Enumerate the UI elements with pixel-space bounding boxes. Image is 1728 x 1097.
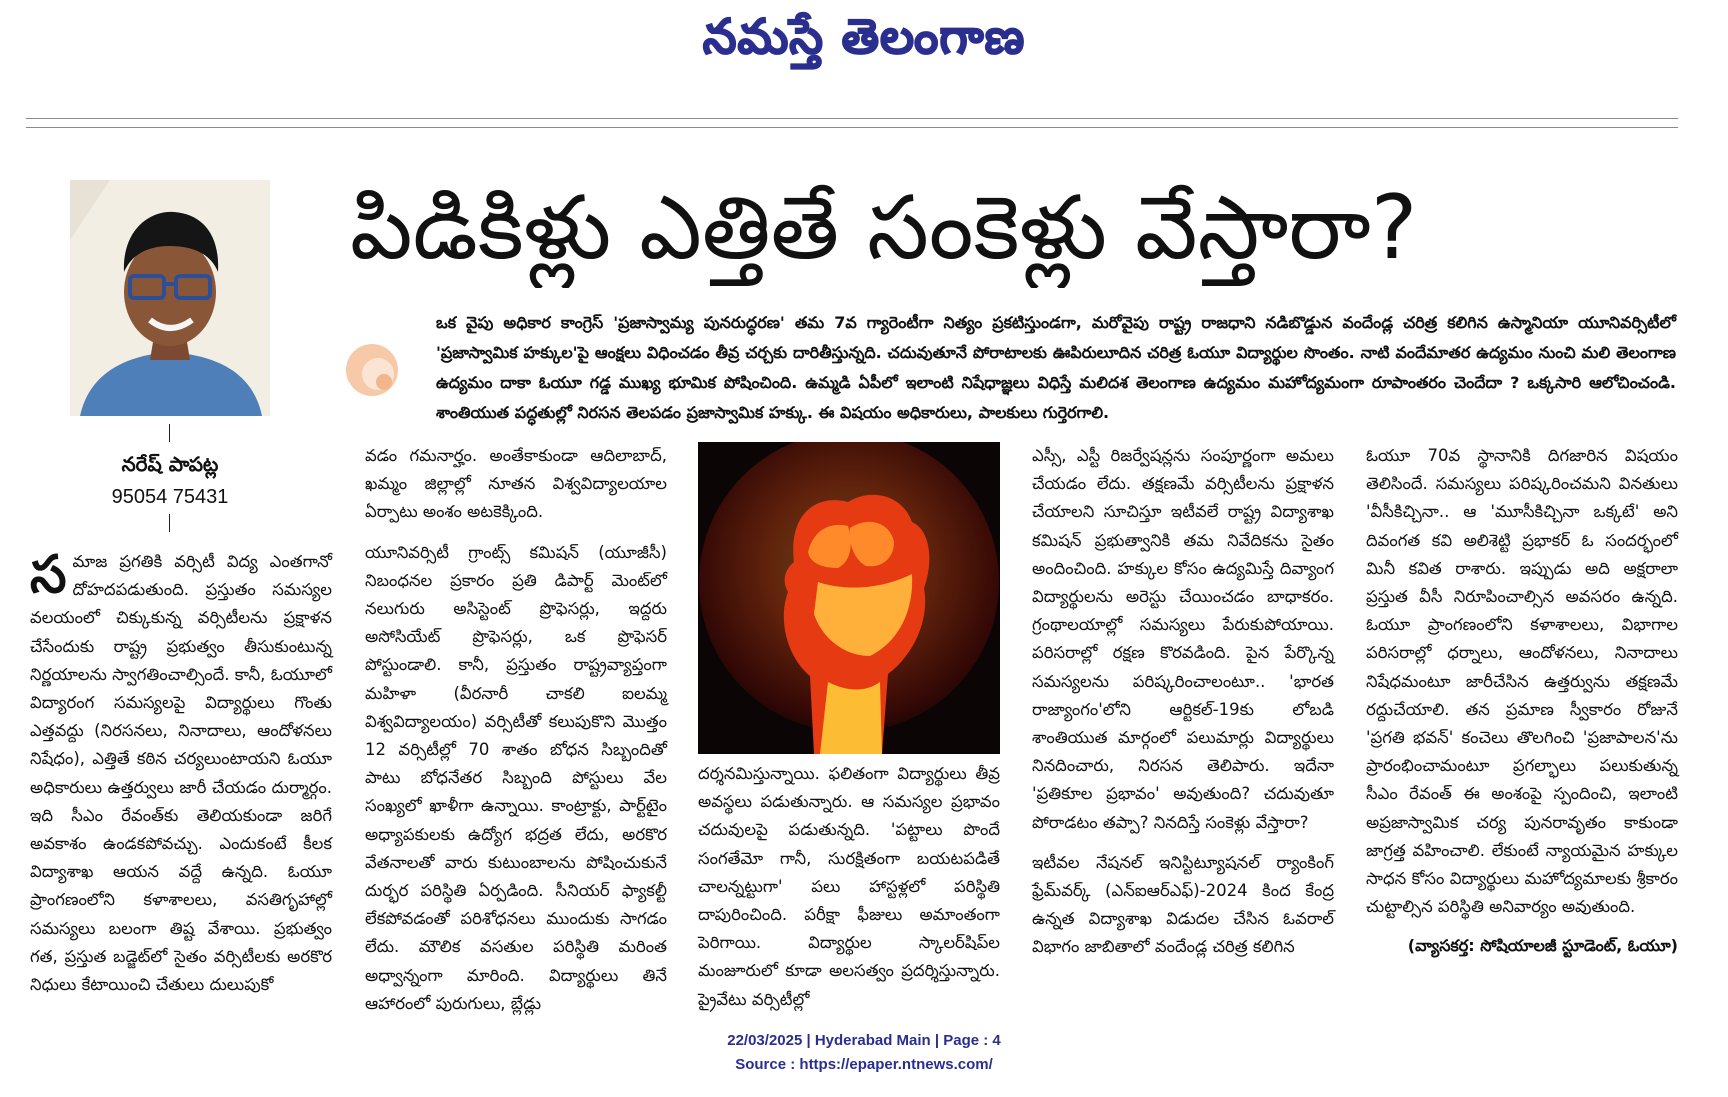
author-photo — [70, 180, 270, 416]
column-4-paragraph-2: ఇటీవల నేషనల్ ఇనిస్టిట్యూషనల్ ర్యాంకింగ్ ఫ్రేమ్‌వర్క్ (ఎన్ఐఆర్ఎఫ్)-2024 కింద కేంద్ర ఉన్నత విద్యాశాఖ విడుదల చేసిన ఓవరాల్ విభాగం జాబితాలో వందేండ్ల చరిత్ర కలిగిన — [1032, 852, 1334, 957]
raised-fist-image — [698, 442, 1000, 754]
footer-date-edition: 22/03/2025 | Hyderabad Main | Page : 4 — [727, 1032, 1001, 1049]
column-5-text: ఓయూ 70వ స్థానానికి దిగజారిన విషయం తెలిసిందే. సమస్యలు పరిష్కరించమని వినతులు 'వీసీకిచ్చినా.. ఆ 'మూసీకిచ్చినా ఒక్కటే' అని దివంగత కవి అలిశెట్టి ప్రభాకర్ ఓ సందర్భంలో మినీ కవిత రాశారు. ఇప్పుడు అది అక్షరాలా ప్రస్తుత వీసీ నిరూపించాల్సిన అవసరం ఉన్నది. ఓయూ ప్రాంగణంలోని కళాశాలలు, విభాగాల పరిసరాల్లో ధర్నాలు, ఆందోళనలు, నినాదాలు నిషేధమంటూ జారీచేసిన ఉత్తర్వును తక్షణమే రద్దుచేయాలి. తన ప్రమాణ స్వీకారం రోజునే 'ప్రగతి భవన్' కంచెలు తొలగించి 'ప్రజాపాలన'ను ప్రారంభించామంటూ ప్రగల్భాలు పలుకుతున్న సీఎం రేవంత్ ఈ అంశంపై స్పందించి, ఇలాంటి అప్రజాస్వామిక చర్య పునరావృతం కాకుండా జాగ్రత్త వహించాలి. లేకుంటే న్యాయమైన హక్కుల సాధన కోసం విద్యార్థులు మహోద్యమాలకు శ్రీకారం చుట్టాల్సిన పరిస్థితి అనివార్యం అవుతుంది. — [1366, 446, 1678, 917]
article-column-1 — [30, 545, 332, 999]
footer-source-link[interactable]: Source : https://epaper.ntnews.com/ — [735, 1056, 993, 1073]
article-column-4 — [1032, 442, 1334, 974]
raised-fist-icon — [698, 442, 1000, 754]
masthead — [0, 4, 1728, 74]
writer-byline: (వ్యాసకర్త: సోషియాలజీ స్టూడెంట్, ఓయూ) — [1407, 936, 1678, 955]
article-column-2 — [365, 442, 667, 1030]
dropcap: స — [30, 545, 67, 605]
masthead-rule-top — [26, 118, 1678, 119]
headline: పిడికిళ్లు ఎత్తితే సంకెళ్లు వేస్తారా? — [350, 176, 1418, 279]
lead-paragraph: ఒక వైపు అధికార కాంగ్రెస్ 'ప్రజాస్వామ్య పునరుద్ధరణ' తమ 7వ గ్యారెంటీగా నిత్యం ప్రకటిస్తుండగా, మరోవైపు రాష్ట్ర రాజధాని నడిబొడ్డున వందేండ్ల చరిత్ర కలిగిన ఉస్మానియా యూనివర్సిటీలో 'ప్రజాస్వామిక హక్కుల'పై ఆంక్షలు విధించడం తీవ్ర చర్చకు దారితీస్తున్నది. చదువుతూనే పోరాటాలకు ఊపిరులూదిన చరిత్ర ఓయూ విద్యార్థుల సొంతం. నాటి వందేమాతర ఉద్యమం నుంచి మలి తెలంగాణ ఉద్యమం దాకా ఓయూ గడ్డ ముఖ్య భూమిక పోషించింది. ఉమ్మడి ఏపీలో ఇలాంటి నిషేధాజ్ఞలు విధిస్తే మలిదశ తెలంగాణ ఉద్యమం మహోద్యమంగా రూపాంతరం చెందేదా ? ఒక్కసారి ఆలోచించండి. శాంతియుత పద్ధతుల్లో నిరసన తెలపడం ప్రజాస్వామిక హక్కు. ఈ విషయం అధికారులు, పాలకులు గుర్తెరగాలి. — [436, 313, 1676, 422]
author-phone: 95054 75431 — [111, 486, 229, 508]
column-1-text: మాజ ప్రగతికి వర్సిటీ విద్య ఎంతగానో దోహదపడుతుంది. ప్రస్తుతం సమస్యల వలయంలో చిక్కుకున్న వర్సిటీలను ప్రక్షాళన చేసేందుకు రాష్ట్ర ప్రభుత్వం తీసుకుంటున్న నిర్ణయాలను స్వాగతించాల్సిందే. కానీ, ఓయూలో విద్యారంగ సమస్యలపై విద్యార్థులు గొంతు ఎత్తవద్దు (నిరసనలు, నినాదాలు, ఆందోళనలు నిషేధం), ఎత్తితే కఠిన చర్యలుంటాయని ఓయూ అధికారులు ఉత్తర్వులు జారీ చేయడం దుర్మార్గం. ఇది సీఎం రేవంత్‌కు తెలియకుండా జరిగే అవకాశం ఉండకపోవచ్చు. ఎందుకంటే కీలక విద్యాశాఖ ఆయన వద్దే ఉన్నది. ఓయూ ప్రాంగణంలోని కళాశాలలు, వసతిగృహాల్లో సమస్యలు బలంగా తిష్ట వేశాయి. ప్రభుత్వం గత, ప్రస్తుత బడ్జెట్‌లో సైతం వర్సిటీలకు అరకొర నిధులు కేటాయించి చేతులు దులుపుకో — [30, 552, 332, 995]
masthead-title: నమస్తే తెలంగాణ — [702, 9, 1026, 65]
author-divider-top — [169, 424, 170, 442]
column-2-paragraph-1: వడం గమనార్హం. అంతేకాకుండా ఆదిలాబాద్, ఖమ్మం జిల్లాల్లో నూతన విశ్వవిద్యాలయాల ఏర్పాటు అంశం అటకెక్కింది. — [365, 446, 667, 522]
author-photo-icon — [70, 180, 270, 416]
column-3-text: దర్శనమిస్తున్నాయి. ఫలితంగా విద్యార్థులు తీవ్ర అవస్థలు పడుతున్నారు. ఆ సమస్యల ప్రభావం చదువులపై పడుతున్నది. 'పట్టాలు పొందే సంగతేమో గానీ, సురక్షితంగా బయటపడితే చాలన్నట్టుగా' పలు హాస్టళ్లలో పరిస్థితి దాపురించింది. పరీక్షా ఫీజులు అమాంతంగా పెరిగాయి. విద్యార్థుల స్కాలర్‌షిప్‌ల మంజూరులో కూడా అలసత్వం ప్రదర్శిస్తున్నారు. ప్రైవేటు వర్సిటీల్లో — [698, 764, 1000, 1009]
column-2-paragraph-2: యూనివర్సిటీ గ్రాంట్స్ కమిషన్ (యూజీసీ) నిబంధనల ప్రకారం ప్రతి డిపార్ట్ మెంట్‌లో నలుగురు అసిస్టెంట్ ప్రొఫెసర్లు, ఇద్దరు అసోసియేట్ ప్రొఫెసర్లు, ఒక ప్రొఫెసర్ పోస్టుండాలి. కానీ, ప్రస్తుతం రాష్ట్రవ్యాప్తంగా మహిళా (వీరనారీ చాకలి ఐలమ్మ విశ్వవిద్యాలయం) వర్సిటీతో కలుపుకొని మొత్తం 12 వర్సిటీల్లో 70 శాతం బోధన సిబ్బందితో పాటు బోధనేతర సిబ్బంది పోస్టులు వేల సంఖ్యలో ఖాళీగా ఉన్నాయి. కాంట్రాక్టు, పార్ట్‌టైం అధ్యాపకులకు ఉద్యోగ భద్రత లేదు, అరకొర వేతనాలతో వారు కుటుంబాలను పోషించుకునే దుర్భర పరిస్థితి ఏర్పడింది. సీనియర్ ఫ్యాకల్టీ లేకపోవడంతో పరిశోధనలు ముందుకు సాగడం లేదు. మౌలిక వసతుల పరిస్థితి మరింత అధ్వాన్నంగా మారింది. విద్యార్థులు తినే ఆహారంలో పురుగులు, బ్లేడ్లు — [365, 542, 667, 1013]
lead-ornament-icon — [344, 338, 400, 400]
author-divider-bottom — [169, 514, 170, 532]
article-column-3 — [698, 760, 1000, 1014]
column-4-paragraph-1: ఎస్సీ, ఎస్టీ రిజర్వేషన్లను సంపూర్ణంగా అమలు చేయడం లేదు. తక్షణమే వర్సిటీలను ప్రక్షాళన చేయాలని సూచిస్తూ ఇటీవలే రాష్ట్ర విద్యాశాఖ కమిషన్ ప్రభుత్వానికి తమ నివేదికను సైతం అందించింది. హక్కుల కోసం ఉద్యమిస్తే దివ్యాంగ విద్యార్థులను అరెస్టు చేయించడం బాధాకరం. గ్రంథాలయాల్లో సమస్యలు పేరుకుపోయాయి. పరిసరాల్లో రక్షణ కొరవడింది. పైన పేర్కొన్న సమస్యలను పరిష్కరించాలంటూ.. 'భారత రాజ్యాంగం'లోని ఆర్టికల్-19కు లోబడి శాంతియుత మార్గంలో పలుమార్లు విద్యార్థులు నినదించారు, నిరసన తెలిపారు. ఇదేనా 'ప్రతికూల ప్రభావం' అవుతుంది? చదువుతూ పోరాడటం తప్పా? నినదిస్తే సంకెళ్లు వేస్తారా? — [1032, 446, 1334, 832]
article-column-5 — [1366, 442, 1678, 921]
masthead-rule-bottom — [26, 127, 1678, 128]
author-name: నరేష్ పాపట్ల — [121, 452, 219, 476]
